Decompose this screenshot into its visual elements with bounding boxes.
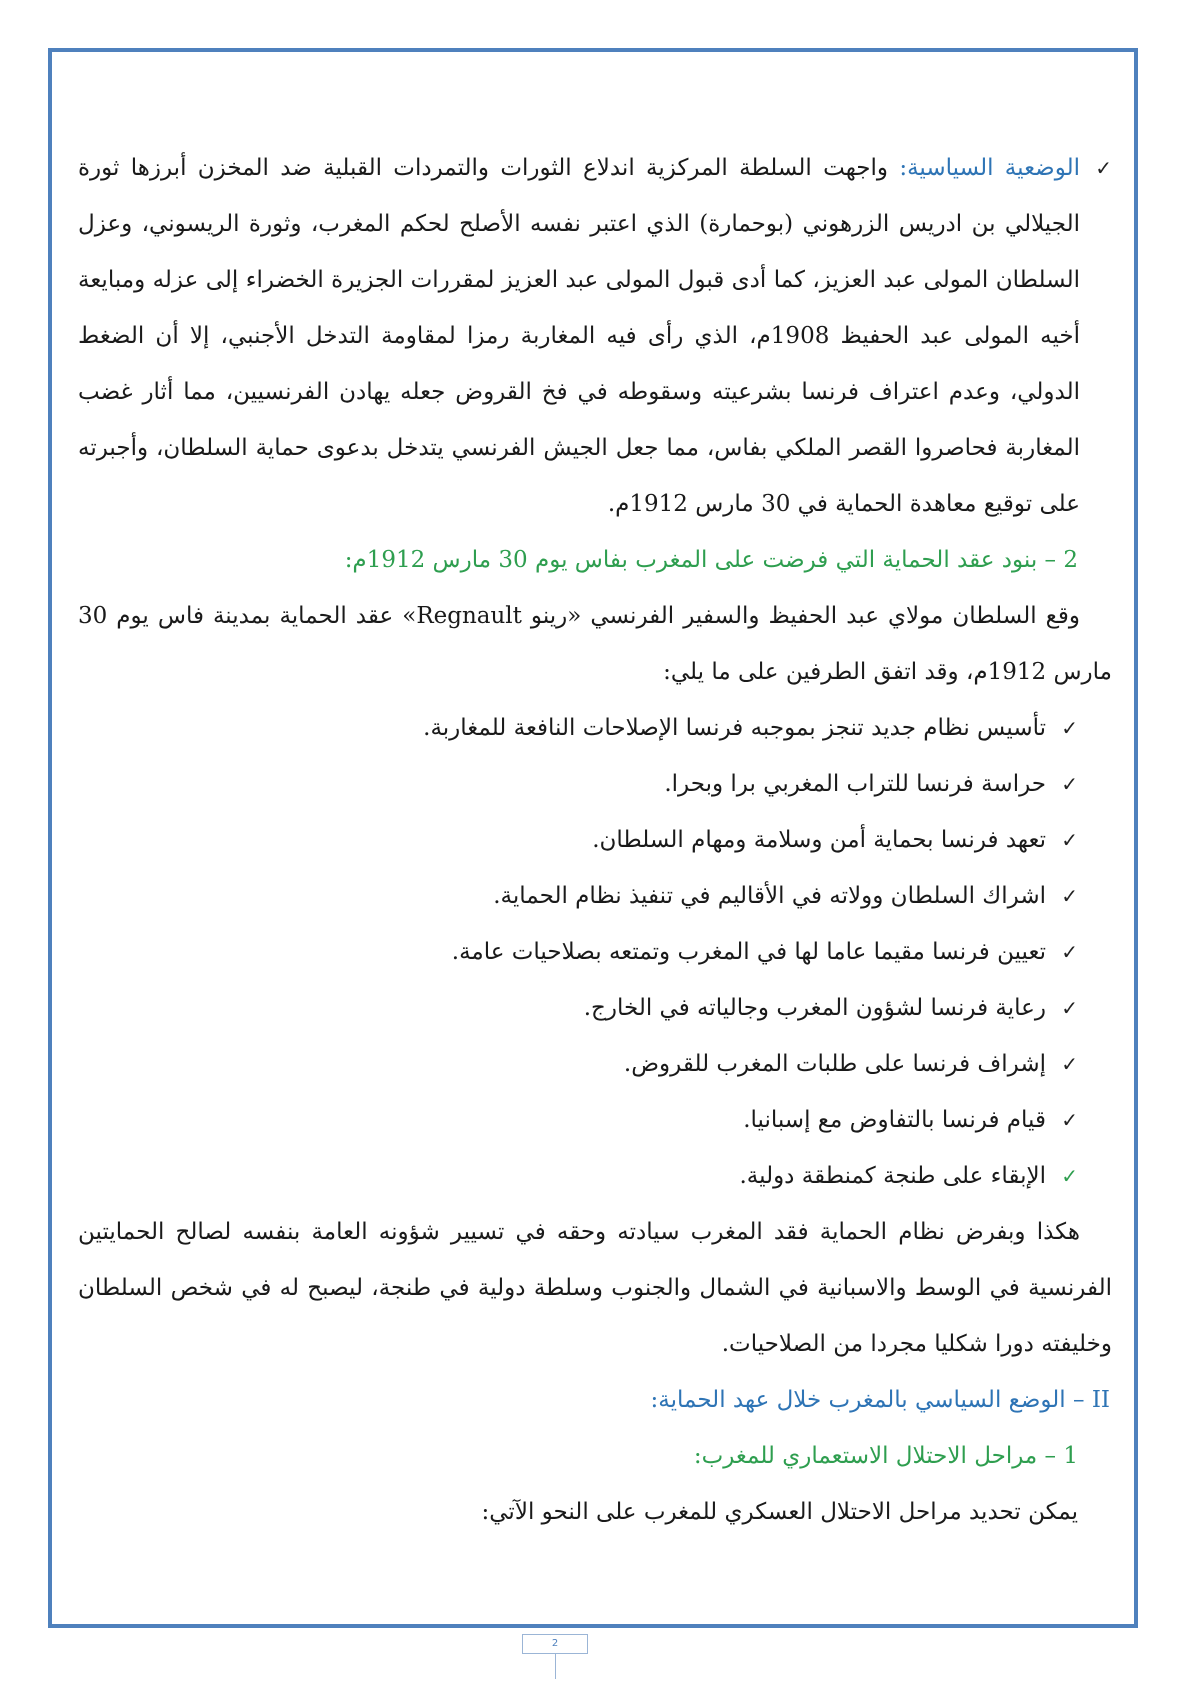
checkmark-icon: ✓ bbox=[1061, 828, 1078, 852]
list-item-text: قيام فرنسا بالتفاوض مع إسبانيا. bbox=[743, 1107, 1046, 1133]
list-item bbox=[78, 812, 1078, 868]
list-item bbox=[78, 1092, 1078, 1148]
checkmark-icon: ✓ bbox=[1061, 884, 1078, 908]
political-situation-bullet bbox=[78, 140, 1112, 532]
document-body bbox=[78, 140, 1112, 1540]
checkmark-icon: ✓ bbox=[1061, 716, 1078, 740]
political-situation-label: الوضعية السياسية: bbox=[899, 155, 1080, 181]
section-II-heading: II – الوضع السياسي بالمغرب خلال عهد الحماية: bbox=[650, 1387, 1110, 1413]
list-item bbox=[78, 980, 1078, 1036]
checkmark-icon: ✓ bbox=[1061, 1108, 1078, 1132]
list-item-text: تعيين فرنسا مقيما عاما لها في المغرب وتمتعه بصلاحيات عامة. bbox=[451, 939, 1046, 965]
list-item-text: اشراك السلطان وولاته في الأقاليم في تنفيذ نظام الحماية. bbox=[493, 883, 1046, 909]
section-2-heading: 2 – بنود عقد الحماية التي فرضت على المغرب بفاس يوم 30 مارس 1912م: bbox=[344, 547, 1078, 573]
list-item bbox=[78, 924, 1078, 980]
checkmark-icon: ✓ bbox=[1061, 772, 1078, 796]
subsection-1-heading: 1 – مراحل الاحتلال الاستعماري للمغرب: bbox=[693, 1443, 1078, 1469]
list-item-text: الإبقاء على طنجة كمنطقة دولية. bbox=[739, 1163, 1046, 1189]
list-item bbox=[78, 1036, 1078, 1092]
page-number-divider bbox=[555, 1653, 556, 1679]
treaty-items-list bbox=[78, 700, 1112, 1204]
political-situation-text: واجهت السلطة المركزية اندلاع الثورات والتمردات القبلية ضد المخزن أبرزها ثورة الجيلالي بن ادريس الزرهوني (بوحمارة) الذي اعتبر نفسه الأصلح لحكم المغرب، وثورة الريسوني، وعزل السلطان المولى عبد العزيز، كما أدى قبول المولى عبد العزيز لمقررات الجزيرة الخضراء إلى عزله ومبايعة أخيه المولى عبد الحفيظ 1908م، الذي رأى فيه المغاربة رمزا لمقاومة التدخل الأجنبي، إلا أن الضغط الدولي، وعدم اعتراف فرنسا بشرعيته وسقوطه في فخ القروض جعله يهادن الفرنسيين، مما أثار غضب المغاربة فحاصروا القصر الملكي بفاس، مما جعل الجيش الفرنسي يتدخل بدعوى حماية السلطان، وأجبرته على توقيع معاهدة الحماية في 30 مارس 1912م. bbox=[78, 155, 1080, 517]
checkmark-icon: ✓ bbox=[1061, 1052, 1078, 1076]
checkmark-icon: ✓ bbox=[1061, 996, 1078, 1020]
checkmark-icon: ✓ bbox=[1061, 940, 1078, 964]
list-item bbox=[78, 1148, 1078, 1204]
list-item-text: حراسة فرنسا للتراب المغربي برا وبحرا. bbox=[664, 771, 1046, 797]
political-situation-paragraph bbox=[78, 140, 1080, 532]
subsection-1-intro: يمكن تحديد مراحل الاحتلال العسكري للمغرب على النحو الآتي: bbox=[481, 1499, 1078, 1525]
checkmark-icon: ✓ bbox=[1095, 156, 1112, 180]
list-item-text: تأسيس نظام جديد تنجز بموجبه فرنسا الإصلاحات النافعة للمغاربة. bbox=[423, 715, 1046, 741]
list-item bbox=[78, 868, 1078, 924]
list-item-text: رعاية فرنسا لشؤون المغرب وجالياته في الخارج. bbox=[583, 995, 1046, 1021]
section-2-intro: وقع السلطان مولاي عبد الحفيظ والسفير الفرنسي «رينو Regnault» عقد الحماية بمدينة فاس يوم 30 مارس 1912م، وقد اتفق الطرفين على ما يلي: bbox=[78, 603, 1112, 685]
page-number: 2 bbox=[522, 1634, 588, 1654]
list-item-text: تعهد فرنسا بحماية أمن وسلامة ومهام السلطان. bbox=[592, 827, 1046, 853]
conclusion-paragraph: هكذا وبفرض نظام الحماية فقد المغرب سيادته وحقه في تسيير شؤونه العامة بنفسه لصالح الحمايتين الفرنسية في الوسط والاسبانية في الشمال والجنوب وسلطة دولية في طنجة، ليصبح له في شخص السلطان وخليفته دورا شكليا مجردا من الصلاحيات. bbox=[78, 1219, 1112, 1357]
checkmark-icon: ✓ bbox=[1061, 1164, 1078, 1188]
list-item bbox=[78, 756, 1078, 812]
list-item-text: إشراف فرنسا على طلبات المغرب للقروض. bbox=[623, 1051, 1046, 1077]
list-item bbox=[78, 700, 1078, 756]
